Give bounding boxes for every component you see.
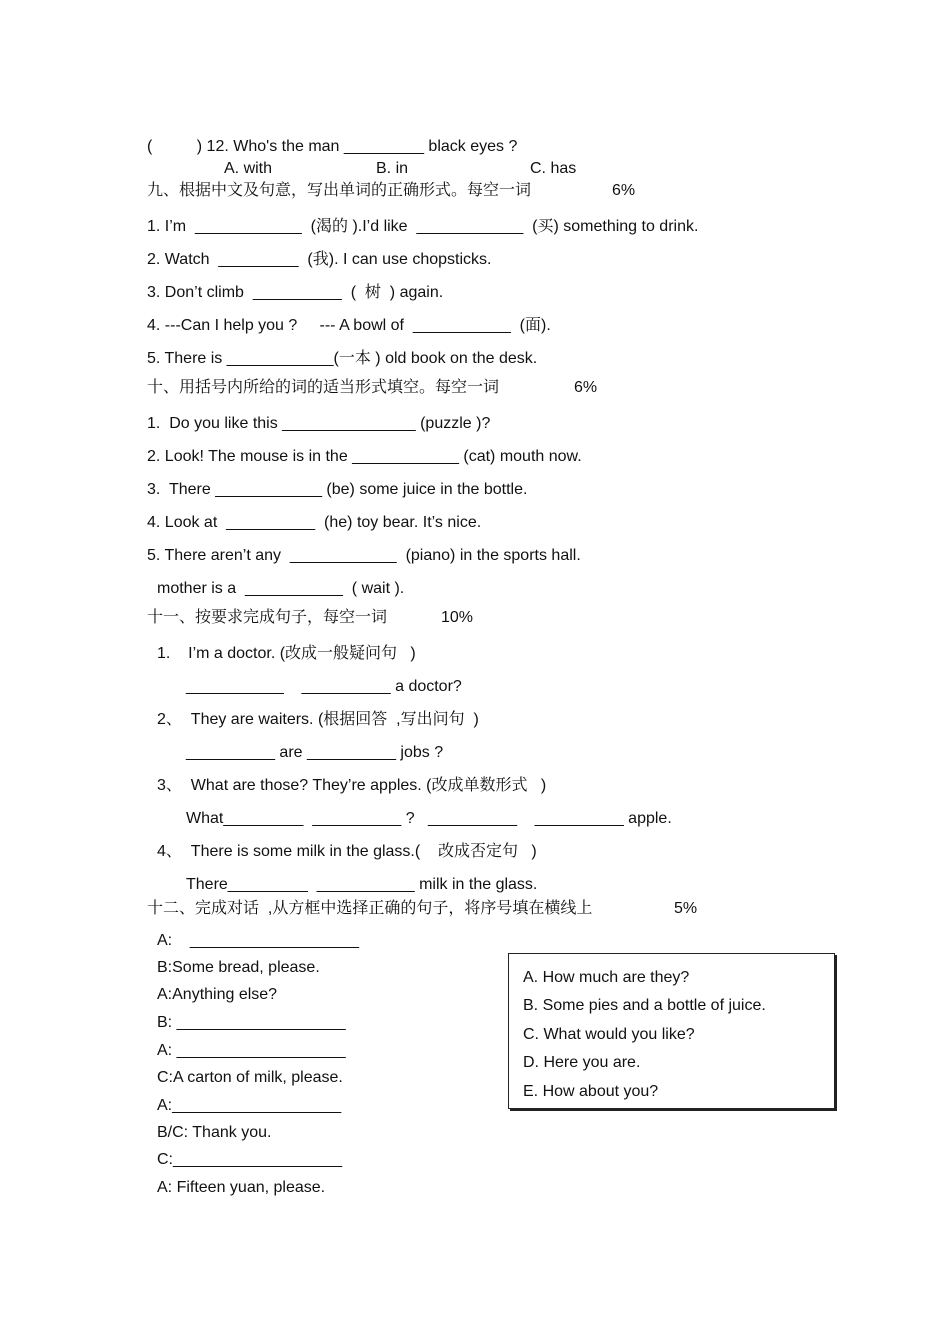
choice-c: C. What would you like?	[523, 1026, 695, 1043]
dialogue-line-5: A: ___________________	[157, 1042, 346, 1059]
question-12-option-c: C. has	[530, 160, 577, 177]
section-11-answer-3: What_________ __________ ? __________ __________ apple.	[186, 810, 672, 827]
section-9-item-4: 4. ---Can I help you ? --- A bowl of ___________ (面).	[147, 317, 551, 334]
dialogue-line-3: A:Anything else?	[157, 986, 278, 1003]
section-10-item-2: 2. Look! The mouse is in the ____________ (cat) mouth now.	[147, 448, 582, 465]
section-10-item-6: mother is a ___________ ( wait ).	[157, 580, 405, 597]
section-10-item-3: 3. There ____________ (be) some juice in the bottle.	[147, 481, 528, 498]
choice-b: B. Some pies and a bottle of juice.	[523, 997, 766, 1014]
section-11-question-2: 2、 They are waiters. (根据回答 ,写出问句 )	[157, 711, 479, 728]
choices-box	[508, 953, 835, 1109]
section-10-item-5: 5. There aren’t any ____________ (piano) in the sports hall.	[147, 547, 581, 564]
section-11-answer-4: There_________ ___________ milk in the glass.	[186, 876, 538, 893]
section-11-answer-1: ___________ __________ a doctor?	[186, 678, 462, 695]
question-12-stem: ( ) 12. Who's the man _________ black eyes ?	[147, 138, 518, 155]
section-11-score: 10%	[441, 609, 474, 626]
dialogue-line-8: B/C: Thank you.	[157, 1124, 272, 1141]
section-10-item-4: 4. Look at __________ (he) toy bear. It’s nice.	[147, 514, 482, 531]
section-9-item-3: 3. Don’t climb __________ ( 树 ) again.	[147, 284, 444, 301]
section-10-score: 6%	[574, 379, 598, 396]
dialogue-line-4: B: ___________________	[157, 1014, 346, 1031]
dialogue-line-1: A: ___________________	[157, 932, 359, 949]
section-9-item-5: 5. There is ____________(一本 ) old book on the desk.	[147, 350, 538, 367]
section-11-answer-2: __________ are __________ jobs ?	[186, 744, 444, 761]
section-9-item-1: 1. I’m ____________ (渴的 ).I’d like ____________ (买) something to drink.	[147, 218, 699, 235]
section-11-question-3: 3、 What are those? They’re apples. (改成单数形式 )	[157, 777, 547, 794]
dialogue-line-7: A:___________________	[157, 1097, 342, 1114]
dialogue-line-6: C:A carton of milk, please.	[157, 1069, 343, 1086]
section-11-question-1: 1. I’m a doctor. (改成一般疑问句 )	[157, 645, 416, 662]
choice-d: D. Here you are.	[523, 1054, 641, 1071]
section-10-title: 十、用括号内所给的词的适当形式填空。每空一词	[147, 379, 500, 396]
question-12-option-b: B. in	[376, 160, 409, 177]
dialogue-line-10: A: Fifteen yuan, please.	[157, 1179, 326, 1196]
section-9-title: 九、根据中文及句意，写出单词的正确形式。每空一词	[147, 182, 532, 199]
question-12-option-a: A. with	[224, 160, 273, 177]
section-11-title: 十一、按要求完成句子，每空一词	[147, 609, 388, 626]
section-12-title: 十二、完成对话 ,从方框中选择正确的句子，将序号填在横线上	[147, 900, 593, 917]
section-10-item-1: 1. Do you like this _______________ (puzzle )?	[147, 415, 491, 432]
section-12-score: 5%	[674, 900, 698, 917]
section-11-question-4: 4、 There is some milk in the glass.( 改成否定句 )	[157, 843, 537, 860]
dialogue-line-9: C:___________________	[157, 1151, 343, 1168]
dialogue-line-2: B:Some bread, please.	[157, 959, 320, 976]
section-9-item-2: 2. Watch _________ (我). I can use chopsticks.	[147, 251, 492, 268]
choice-a: A. How much are they?	[523, 969, 690, 986]
section-9-score: 6%	[612, 182, 636, 199]
choice-e: E. How about you?	[523, 1083, 659, 1100]
